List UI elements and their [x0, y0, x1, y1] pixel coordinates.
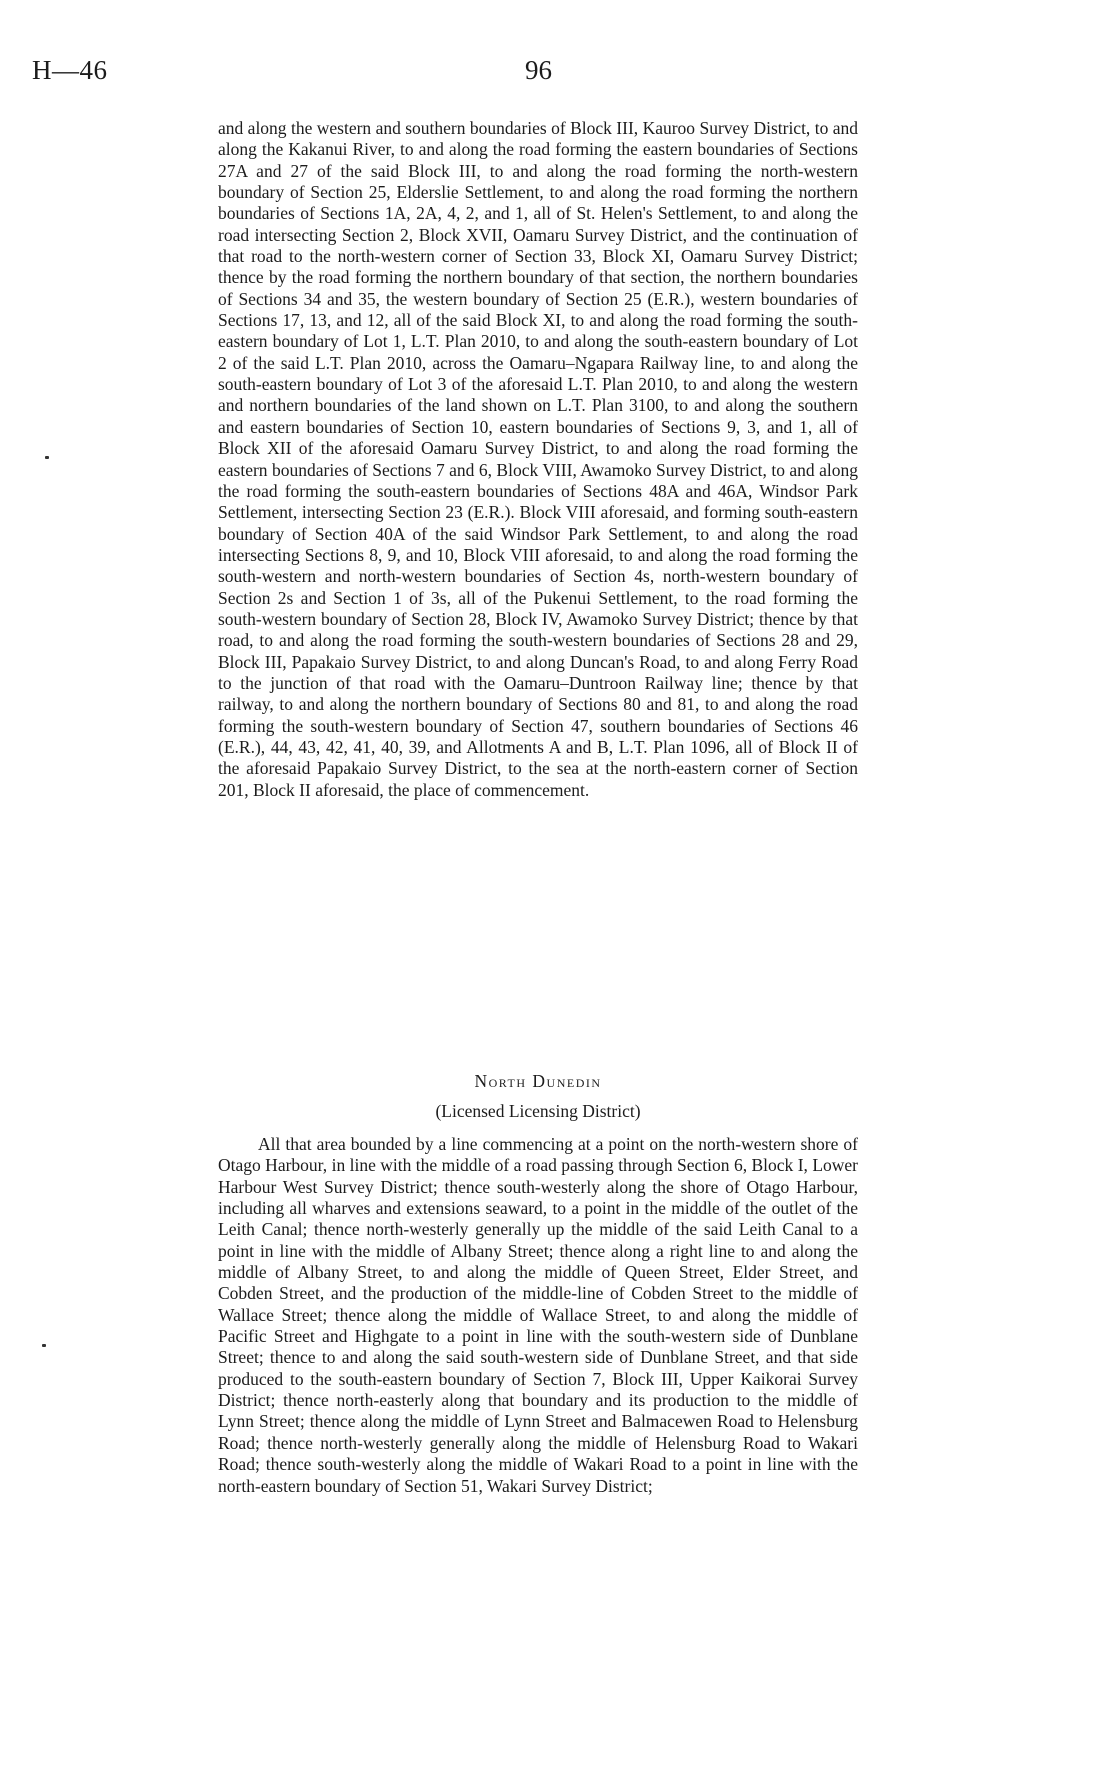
margin-mark [45, 456, 49, 459]
section-subheading: (Licensed Licensing District) [435, 1101, 641, 1121]
page-number: 96 [525, 55, 552, 85]
page-reference: H—46 [32, 55, 108, 85]
body-column-upper [218, 118, 858, 801]
margin-mark [42, 1344, 46, 1347]
body-column-lower [218, 1134, 858, 1497]
section-heading: North Dunedin [474, 1071, 602, 1091]
body-paragraph: and along the western and southern boundaries of Block III, Kauroo Survey District, to and along the Kakanui River, to and along the road forming the eastern boundaries of Sections 27A and 27 of the said Block III, to and along the road forming the north-western boundary of Section 25, Elderslie Settlement, to and along the road forming the northern boundaries of Sections 1A, 2A, 4, 2, and 1, all of St. Helen's Settlement, to and along the road intersecting Section 2, Block XVII, Oamaru Survey District, and the continuation of that road to the north-western corner of Section 33, Block XI, Oamaru Survey District; thence by the road forming the northern boundary of that section, the northern boundaries of Sections 34 and 35, the western boundary of Section 25 (E.R.), western boundaries of Sections 17, 13, and 12, all of the said Block XI, to and along the road forming the south-eastern boundary of Lot 1, L.T. Plan 2010, to and along the south-eastern boundary of Lot 2 of the said L.T. Plan 2010, across the Oamaru–Ngapara Railway line, to and along the south-eastern boundary of Lot 3 of the aforesaid L.T. Plan 2010, to and along the western and northern boundaries of the land shown on L.T. Plan 3100, to and along the southern and eastern boundaries of Section 10, eastern boundaries of Sections 9, 3, and 1, all of Block XII of the aforesaid Oamaru Survey District, to and along the road forming the eastern boundaries of Sections 7 and 6, Block VIII, Awamoko Survey District, to and along the road forming the south-eastern boundaries of Sections 48A and 46A, Windsor Park Settlement, intersecting Section 23 (E.R.). Block VIII aforesaid, and forming south-eastern boundary of Section 40A of the said Windsor Park Settlement, to and along the road intersecting Sections 8, 9, and 10, Block VIII aforesaid, to and along the road forming the south-western and north-western boundaries of Section 4s, north-western boundary of Section 2s and Section 1 of 3s, all of the Pukenui Settlement, to the road forming the south-western boundary of Section 28, Block IV, Awamoko Survey District; thence by that road, to and along the road forming the south-western boundaries of Sections 28 and 29, Block III, Papakaio Survey District, to and along Duncan's Road, to and along Ferry Road to the junction of that road with the Oamaru–Duntroon Railway line; thence by that railway, to and along the northern boundary of Sections 80 and 81, to and along the road forming the south-western boundary of Section 47, southern boundaries of Sections 46 (E.R.), 44, 43, 42, 41, 40, 39, and Allotments A and B, L.T. Plan 1096, all of Block II of the aforesaid Papakaio Survey District, to the sea at the north-eastern corner of Section 201, Block II aforesaid, the place of commencement. [218, 118, 858, 800]
body-paragraph: All that area bounded by a line commencing at a point on the north-western shore of Otago Harbour, in line with the middle of a road passing through Section 6, Block I, Lower Harbour West Survey District; thence south-westerly along the shore of Otago Harbour, including all wharves and extensions seaward, to a point in the middle of the outlet of the Leith Canal; thence north-westerly generally up the middle of the said Leith Canal to a point in line with the middle of Albany Street; thence along a right line to and along the middle of Albany Street, to and along the middle of Queen Street, Elder Street, and Cobden Street, and the production of the middle-line of Cobden Street to the middle of Wallace Street; thence along the middle of Wallace Street, to and along the middle of Pacific Street and Highgate to a point in line with the south-western side of Dunblane Street; thence to and along the said south-western side of Dunblane Street, and that side produced to the south-eastern boundary of Section 7, Block III, Upper Kaikorai Survey District; thence north-easterly along that boundary and its production to the middle of Lynn Street; thence along the middle of Lynn Street and Balmacewen Road to Helensburg Road; thence north-westerly generally along the middle of Helensburg Road to Wakari Road; thence south-westerly along the middle of Wakari Road to a point in line with the north-eastern boundary of Section 51, Wakari Survey District; [218, 1134, 858, 1496]
